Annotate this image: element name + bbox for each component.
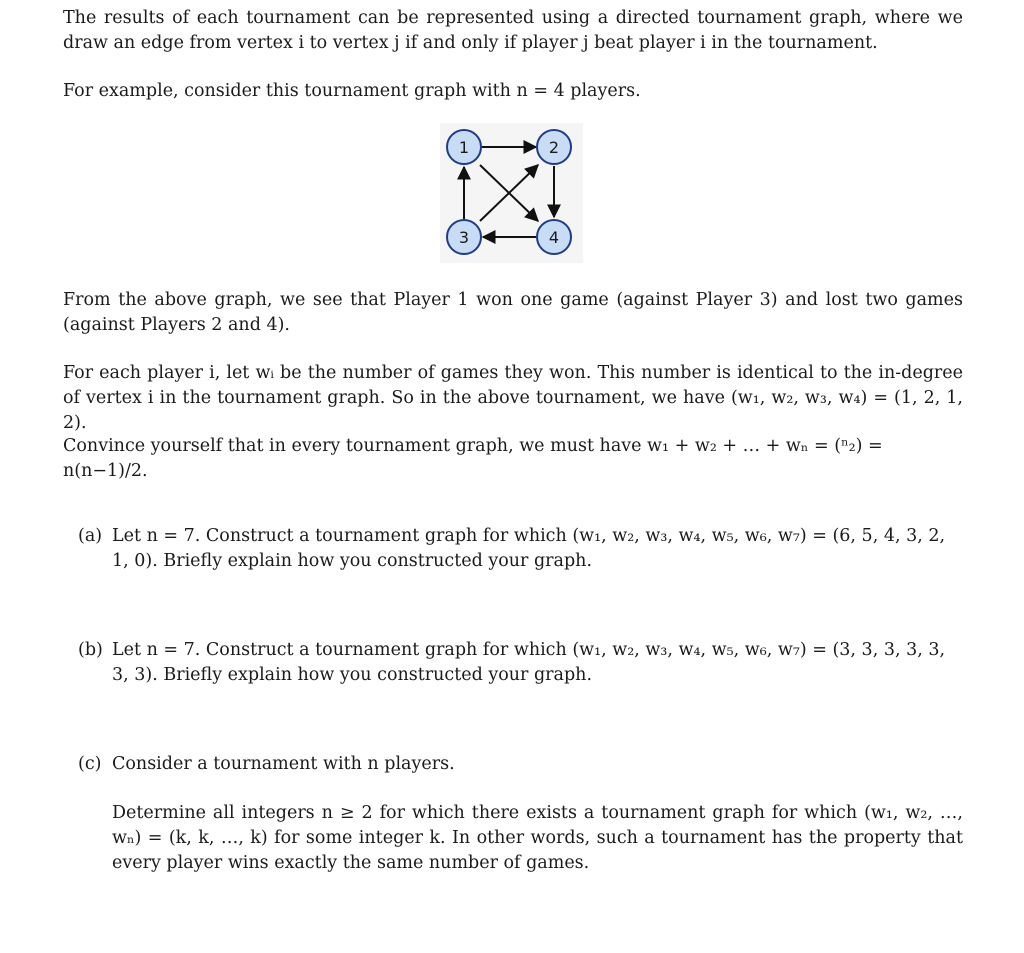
part-b: [78, 638, 963, 688]
part-c-text: Consider a tournament with n players.: [112, 754, 455, 774]
intro-paragraph: The results of each tournament can be represented using a directed tournament graph, where we draw an edge from vertex i to vertex j if and only if player j beat player i in the tournament.: [63, 8, 963, 53]
part-a-text: Let n = 7. Construct a tournament graph for which (w₁, w₂, w₃, w₄, w₅, w₆, w₇) = (6, 5, 4, 3, 2, 1, 0). Briefly explain how you constructed your graph.: [112, 526, 946, 571]
convince-paragraph: Convince yourself that in every tournament graph, we must have w₁ + w₂ + … + wₙ = (ⁿ₂) = n(n−1)/2.: [63, 436, 883, 481]
svg-text:1: 1: [458, 138, 470, 157]
tournament-graph-svg: [440, 123, 583, 263]
part-c-label: (c): [78, 754, 102, 774]
node-1: [447, 130, 481, 164]
svg-text:3: 3: [458, 228, 470, 247]
part-a-label: (a): [78, 526, 103, 546]
observation-paragraph: From the above graph, we see that Player 1 won one game (against Player 3) and lost two games (against Players 2 and 4).: [63, 290, 963, 335]
definition-paragraph: For each player i, let wᵢ be the number of games they won. This number is identical to the in-degree of vertex i in the tournament graph. So in the above tournament, we have (w₁, w₂, w₃, w₄) = (1, 2, 1, 2).: [63, 363, 963, 433]
svg-text:4: 4: [548, 228, 560, 247]
part-b-text: Let n = 7. Construct a tournament graph for which (w₁, w₂, w₃, w₄, w₅, w₆, w₇) = (3, 3, 3, 3, 3, 3, 3). Briefly explain how you constructed your graph.: [112, 640, 946, 685]
tournament-graph-figure: [440, 123, 583, 263]
part-c-detail: Determine all integers n ≥ 2 for which there exists a tournament graph for which (w₁, w₂, …, wₙ) = (k, k, …, k) for some integer k. In other words, such a tournament has the property that every player wins exactly the same number of games.: [112, 803, 963, 873]
svg-text:2: 2: [548, 138, 560, 157]
part-c: [78, 752, 963, 777]
node-2: [537, 130, 571, 164]
example-paragraph: For example, consider this tournament graph with n = 4 players.: [63, 81, 641, 101]
node-3: [447, 220, 481, 254]
part-a: [78, 524, 963, 574]
node-4: [537, 220, 571, 254]
part-b-label: (b): [78, 640, 103, 660]
